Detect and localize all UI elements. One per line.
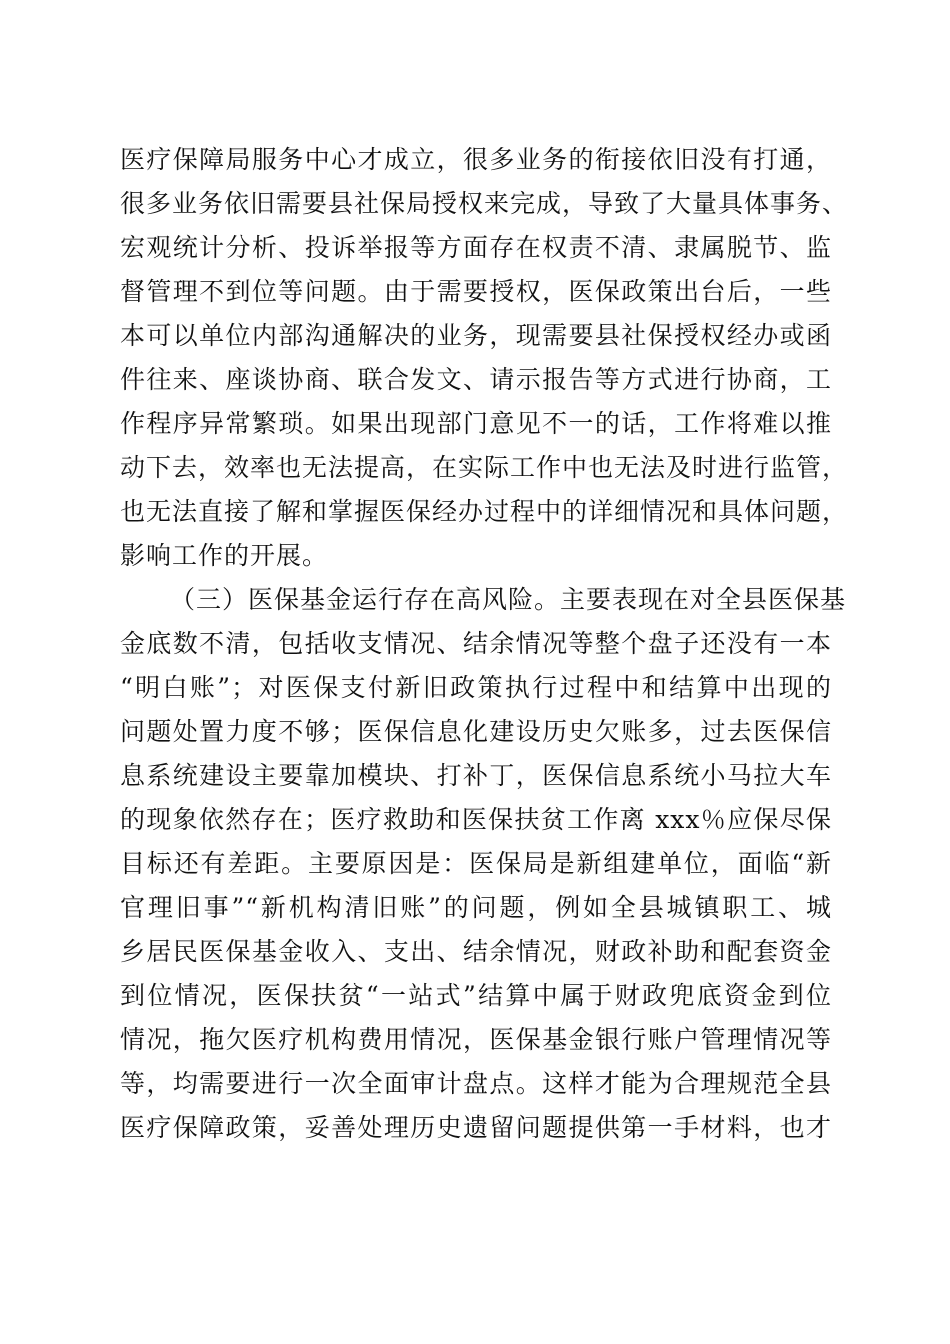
paragraph-line: 目标还有差距。主要原因是：医保局是新组建单位，面临“新: [120, 849, 832, 878]
paragraph-line: 本可以单位内部沟通解决的业务，现需要县社保授权经办或函: [120, 321, 832, 350]
paragraph-line: 乡居民医保基金收入、支出、结余情况，财政补助和配套资金: [120, 937, 832, 966]
paragraph-line: 情况，拖欠医疗机构费用情况，医保基金银行账户管理情况等: [120, 1025, 832, 1054]
paragraph-line: 督管理不到位等问题。由于需要授权，医保政策出台后，一些: [120, 277, 832, 306]
paragraph-line: 动下去，效率也无法提高，在实际工作中也无法及时进行监管，: [120, 453, 849, 482]
paragraph-line: 的现象依然存在；医疗救助和医保扶贫工作离 xxx％应保尽保: [120, 805, 832, 834]
paragraph-line: 很多业务依旧需要县社保局授权来完成，导致了大量具体事务、: [120, 189, 849, 218]
paragraph-line: 宏观统计分析、投诉举报等方面存在权责不清、隶属脱节、监: [120, 233, 832, 262]
section-heading-line: （三）医保基金运行存在高风险。主要表现在对全县医保基: [170, 585, 847, 614]
paragraph-line: 医疗保障政策，妥善处理历史遗留问题提供第一手材料，也才: [120, 1113, 832, 1142]
paragraph-line: 到位情况，医保扶贫“一站式”结算中属于财政兜底资金到位: [120, 981, 832, 1010]
paragraph-line: 等，均需要进行一次全面审计盘点。这样才能为合理规范全县: [120, 1069, 832, 1098]
paragraph-line: 作程序异常繁琐。如果出现部门意见不一的话，工作将难以推: [120, 409, 832, 438]
paragraph-line: 也无法直接了解和掌握医保经办过程中的详细情况和具体问题，: [120, 497, 849, 526]
paragraph-line: 官理旧事”“新机构清旧账”的问题，例如全县城镇职工、城: [120, 893, 832, 922]
paragraph-line: 金底数不清，包括收支情况、结余情况等整个盘子还没有一本: [120, 629, 832, 658]
paragraph-line: 医疗保障局服务中心才成立，很多业务的衔接依旧没有打通，: [120, 145, 832, 174]
paragraph-line: “明白账”；对医保支付新旧政策执行过程中和结算中出现的: [120, 673, 832, 702]
paragraph-line: 问题处置力度不够；医保信息化建设历史欠账多，过去医保信: [120, 717, 832, 746]
paragraph-line: 息系统建设主要靠加模块、打补丁，医保信息系统小马拉大车: [120, 761, 832, 790]
paragraph-line: 影响工作的开展。: [120, 541, 329, 570]
paragraph-line: 件往来、座谈协商、联合发文、请示报告等方式进行协商，工: [120, 365, 832, 394]
